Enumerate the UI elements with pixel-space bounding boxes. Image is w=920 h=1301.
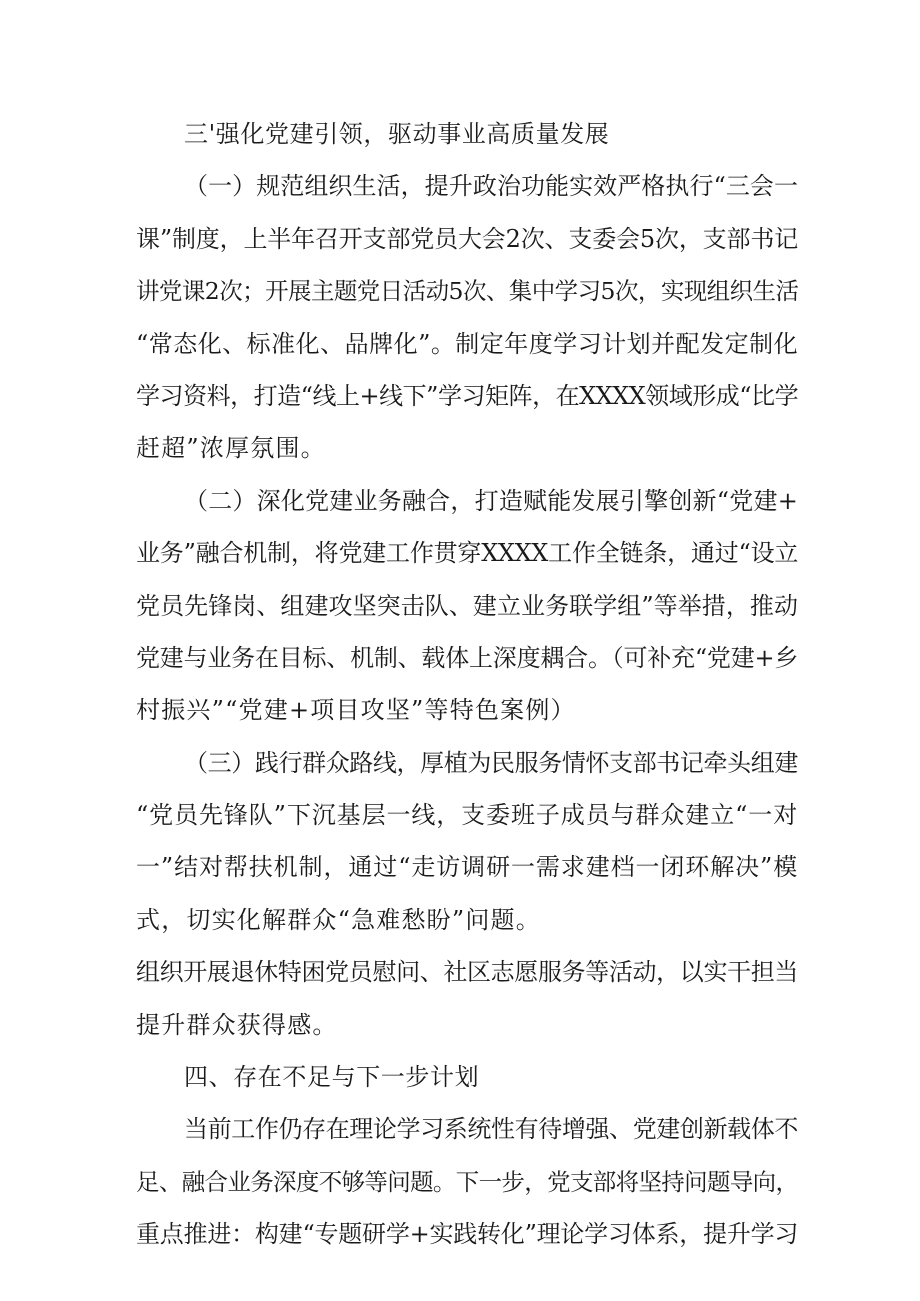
paragraph-line: 组织开展退休特困党员慰问、社区志愿服务等活动，以实干担当 — [136, 958, 798, 987]
paragraph-line: （三）践行群众路线，厚植为民服务情怀支部书记牵头组建 — [184, 748, 798, 777]
paragraph-line: “常态化、标准化、品牌化”。制定年度学习计划并配发定制化 — [136, 329, 798, 358]
section-heading: 三'强化党建引领，驱动事业高质量发展 — [184, 120, 610, 148]
paragraph-line: 党建与业务在目标、机制、载体上深度耦合。（可补充“党建+乡 — [136, 643, 798, 672]
paragraph-line: 足、融合业务深度不够等问题。下一步，党支部将坚持问题导向， — [136, 1167, 798, 1196]
paragraph-line: “党员先锋队”下沉基层一线，支委班子成员与群众建立“一对 — [136, 801, 798, 830]
paragraph-line: 村振兴”“党建+项目攻坚”等特色案例） — [136, 696, 576, 725]
paragraph-line: （一）规范组织生活，提升政治功能实效严格执行“三会一 — [184, 172, 798, 201]
paragraph-line: 学习资料，打造“线上+线下”学习矩阵，在XXXX领域形成“比学 — [136, 381, 798, 410]
paragraph-line: 式，切实化解群众“急难愁盼”问题。 — [136, 905, 541, 934]
paragraph-line: （二）深化党建业务融合，打造赋能发展引擎创新“党建+ — [184, 486, 798, 515]
paragraph-line: 当前工作仍存在理论学习系统性有待增强、党建创新载体不 — [184, 1115, 798, 1144]
paragraph-line: 赶超”浓厚氛围。 — [136, 434, 326, 463]
section-heading: 四、存在不足与下一步计划 — [184, 1063, 480, 1092]
paragraph-line: 一”结对帮扶机制，通过“走访调研一需求建档一闭环解决”模 — [136, 853, 798, 882]
paragraph-line: 课”制度，上半年召开支部党员大会2次、支委会5次，支部书记 — [136, 224, 798, 253]
document-body — [136, 108, 798, 1261]
paragraph-line: 重点推进：构建“专题研学+实践转化”理论学习体系，提升学习 — [136, 1220, 798, 1249]
paragraph-line: 业务”融合机制，将党建工作贯穿XXXX工作全链条，通过“设立 — [136, 539, 798, 568]
paragraph-line: 讲党课2次；开展主题党日活动5次、集中学习5次，实现组织生活 — [136, 277, 798, 306]
paragraph-line: 提升群众获得感。 — [136, 1010, 338, 1039]
paragraph-line: 党员先锋岗、组建攻坚突击队、建立业务联学组”等举措，推动 — [136, 591, 798, 620]
